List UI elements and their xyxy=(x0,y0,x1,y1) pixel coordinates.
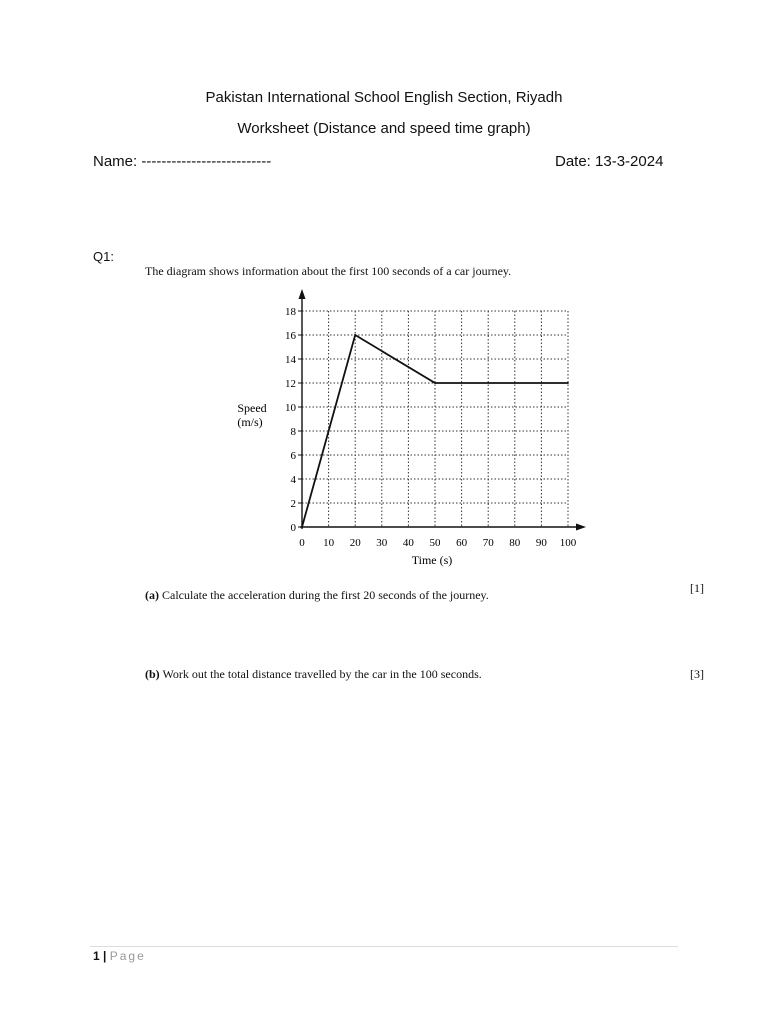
data-point-50 xyxy=(434,382,436,384)
x-tick-label-0: 0 xyxy=(299,537,305,549)
data-point-0 xyxy=(301,526,303,528)
y-tick-label-0: 0 xyxy=(290,522,296,534)
page-number: 1 xyxy=(93,949,100,963)
y-tick-label-8: 8 xyxy=(290,426,296,438)
page-word: Page xyxy=(109,949,146,963)
x-tick-label-30: 30 xyxy=(376,537,388,549)
page-footer xyxy=(93,949,146,963)
x-tick-label-10: 10 xyxy=(323,537,335,549)
x-axis-arrow xyxy=(576,524,586,531)
y-tick-label-18: 18 xyxy=(285,306,296,318)
x-tick-label-40: 40 xyxy=(402,537,414,549)
y-tick-label-14: 14 xyxy=(285,354,296,366)
part-b-marks: [3] xyxy=(690,667,704,681)
school-title: Pakistan International School English Section, Riyadh xyxy=(205,89,563,106)
y-tick-label-4: 4 xyxy=(290,474,296,486)
data-point-20 xyxy=(354,334,356,336)
name-field: Name: -------------------------- xyxy=(93,153,272,170)
x-tick-label-50: 50 xyxy=(429,537,441,549)
part-a-text: Calculate the acceleration during the first 20 seconds of the journey. xyxy=(162,588,489,602)
footer-divider xyxy=(90,946,678,947)
grid-lines xyxy=(302,311,568,527)
y-axis-arrow xyxy=(299,289,306,299)
part-a-label: (a) xyxy=(145,588,159,602)
x-tick-label-70: 70 xyxy=(482,537,494,549)
y-tick-label-12: 12 xyxy=(285,378,296,390)
x-tick-label-60: 60 xyxy=(456,537,468,549)
worksheet-title: Worksheet (Distance and speed time graph) xyxy=(237,120,531,137)
speed-time-graph xyxy=(220,285,600,575)
x-tick-label-80: 80 xyxy=(509,537,521,549)
part-b-text: Work out the total distance travelled by the car in the 100 seconds. xyxy=(162,667,482,681)
part-a-marks: [1] xyxy=(690,581,704,595)
y-tick-label-16: 16 xyxy=(285,330,296,342)
part-a xyxy=(145,588,489,603)
y-axis-label-line2: (m/s) xyxy=(237,415,263,429)
page-separator: | xyxy=(103,949,107,963)
question-number: Q1: xyxy=(93,249,114,264)
x-axis-label: Time (s) xyxy=(411,553,453,567)
y-tick-label-2: 2 xyxy=(290,498,296,510)
question-intro: The diagram shows information about the first 100 seconds of a car journey. xyxy=(145,264,512,278)
x-tick-label-90: 90 xyxy=(535,537,547,549)
part-b-label: (b) xyxy=(145,667,160,681)
data-point-100 xyxy=(567,382,569,384)
x-tick-label-20: 20 xyxy=(349,537,361,549)
date-field: Date: 13-3-2024 xyxy=(555,153,664,170)
y-tick-label-10: 10 xyxy=(285,402,296,414)
axes xyxy=(299,289,587,531)
part-b xyxy=(145,667,482,682)
y-tick-label-6: 6 xyxy=(290,450,296,462)
x-tick-label-100: 100 xyxy=(559,537,577,549)
y-axis-label-line1: Speed xyxy=(237,401,267,415)
